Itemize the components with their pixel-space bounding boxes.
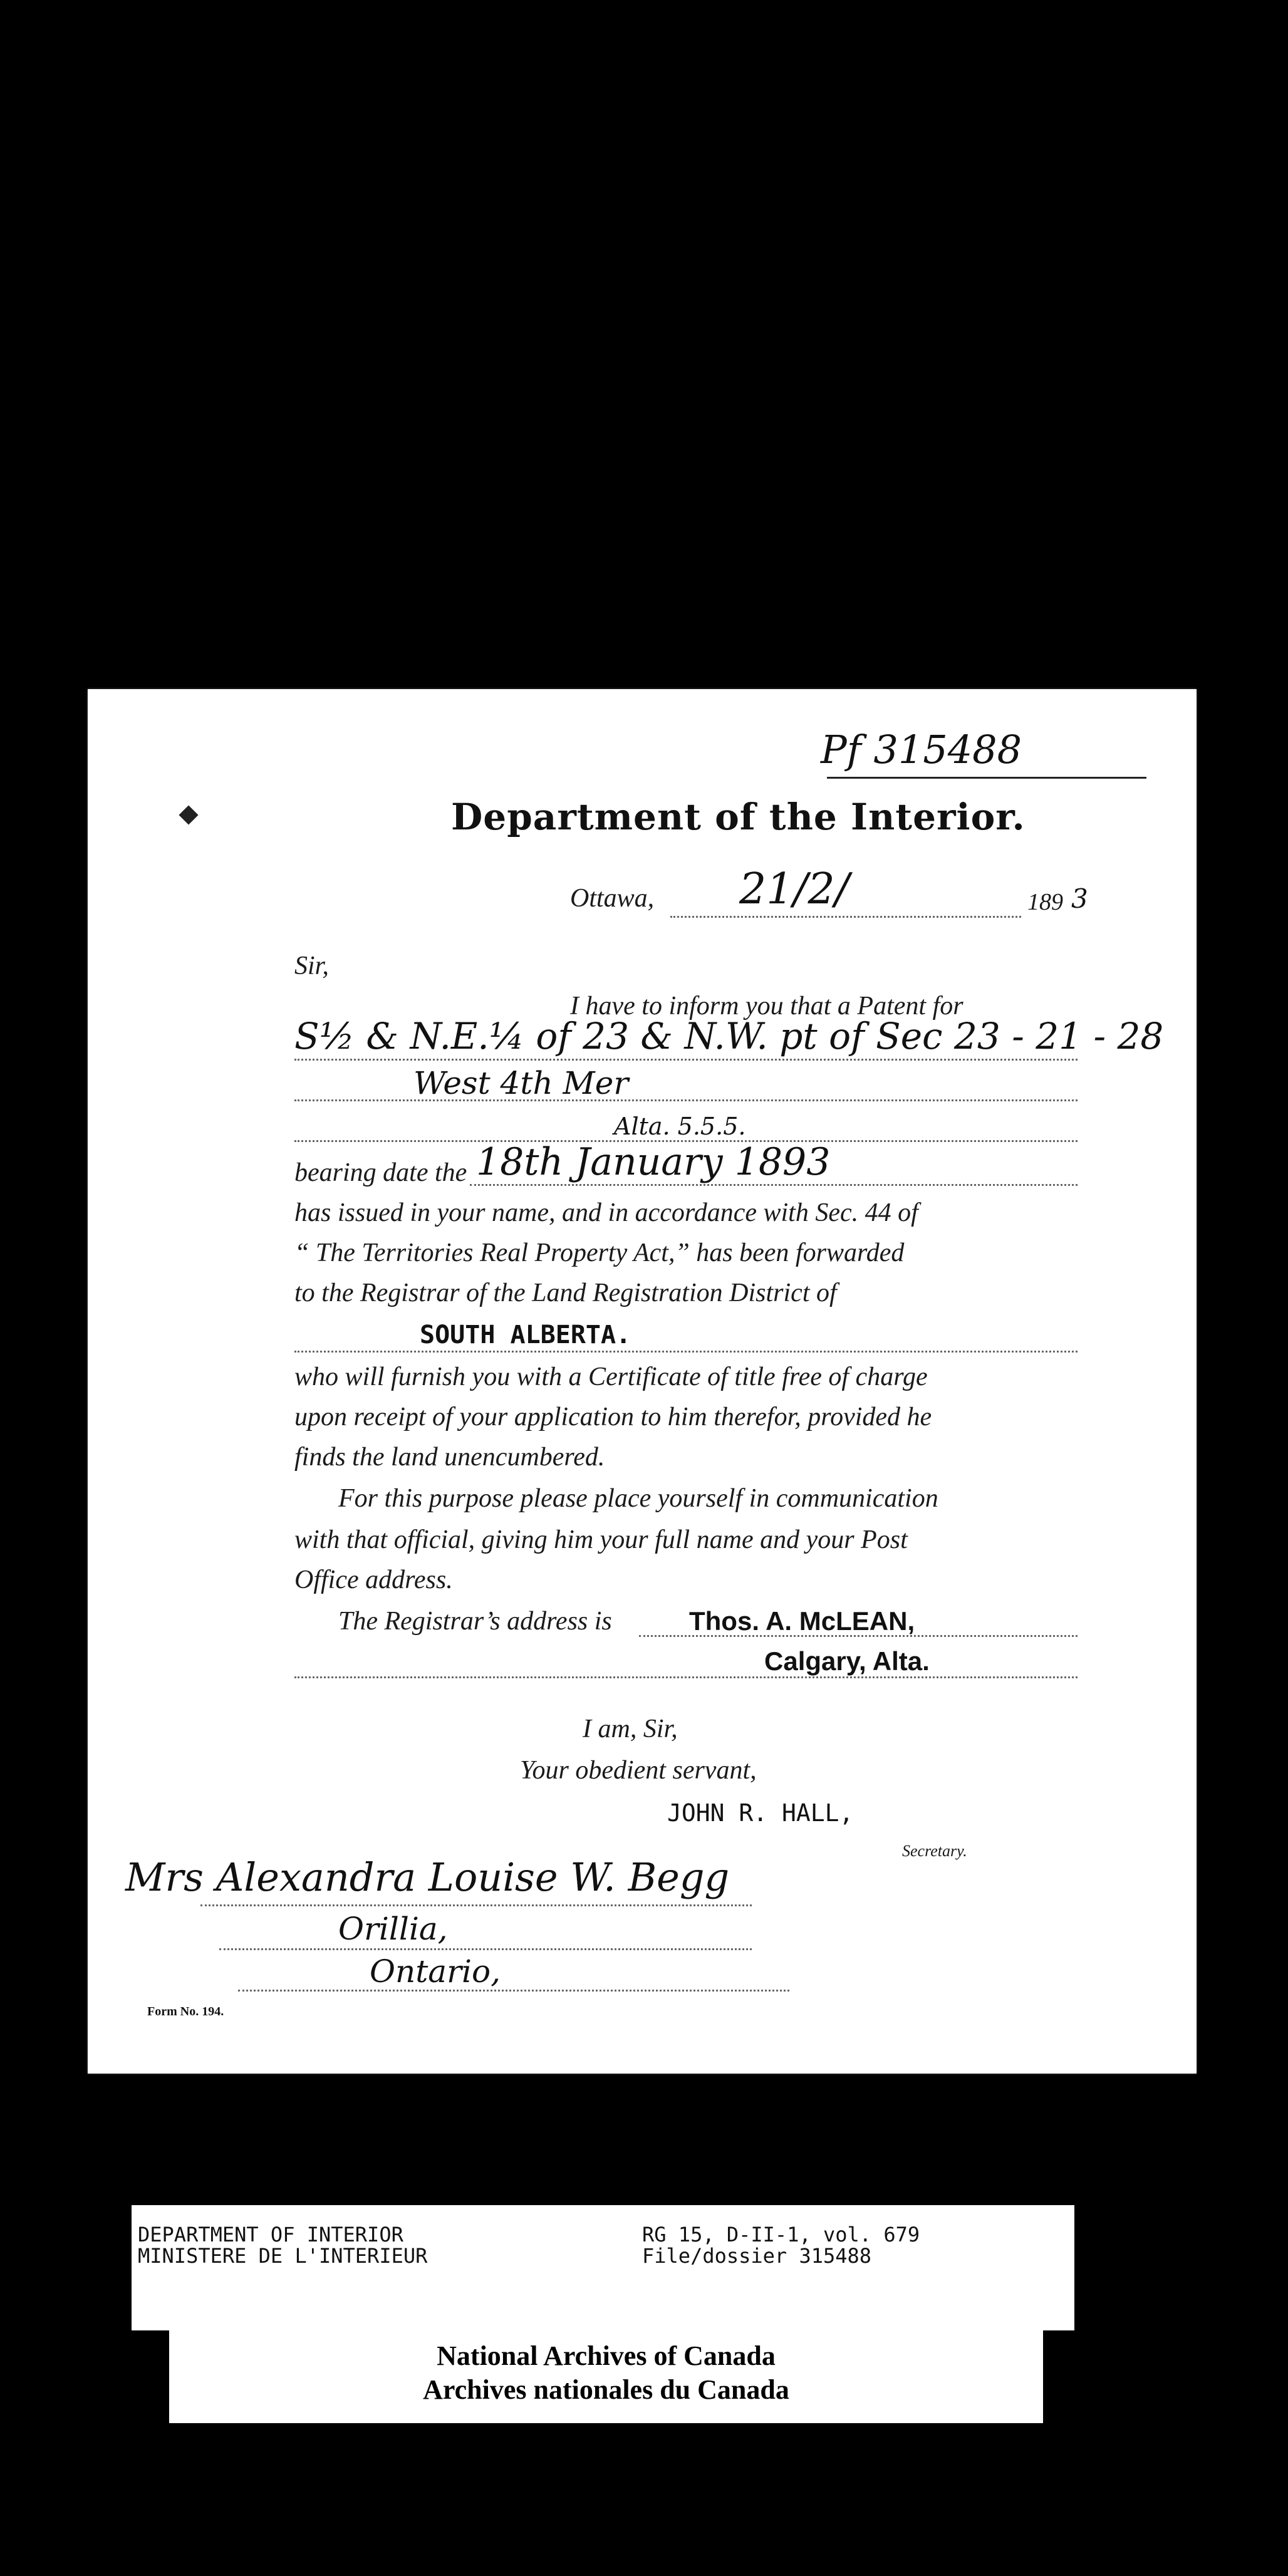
addressee-province: Ontario, bbox=[370, 1953, 501, 1990]
registrar-dotline-2 bbox=[294, 1676, 1078, 1678]
document-sheet bbox=[88, 689, 1197, 2074]
addressee-dotline-3 bbox=[238, 1990, 789, 1992]
land-description-line3: Alta. 5.5.5. bbox=[614, 1113, 746, 1140]
body-line7: For this purpose please place yourself in communication bbox=[338, 1484, 938, 1513]
body-line5: upon receipt of your application to him therefor, provided he bbox=[294, 1403, 932, 1431]
closing-line1: I am, Sir, bbox=[583, 1715, 678, 1743]
file-dossier-ref: File/dossier 315488 bbox=[642, 2244, 872, 2268]
body-line9: Office address. bbox=[294, 1566, 453, 1594]
form-number: Form No. 194. bbox=[147, 2005, 224, 2018]
archive-name-english: National Archives of Canada bbox=[437, 2340, 776, 2371]
body-line3: to the Registrar of the Land Registration District of bbox=[294, 1279, 837, 1307]
addressee-dotline-2 bbox=[219, 1948, 752, 1950]
registrar-place-stamp: Calgary, Alta. bbox=[764, 1646, 930, 1676]
date-dotline bbox=[670, 916, 1021, 918]
registrar-name-stamp: Thos. A. McLEAN, bbox=[689, 1606, 915, 1636]
ink-mark-icon bbox=[179, 805, 198, 824]
place-label: Ottawa, bbox=[570, 884, 655, 913]
addressee-town: Orillia, bbox=[338, 1911, 448, 1947]
addressee-name: Mrs Alexandra Louise W. Begg bbox=[125, 1854, 730, 1900]
addressee-dotline-1 bbox=[200, 1904, 752, 1906]
file-reference: Pf 315488 bbox=[821, 727, 1022, 772]
bearing-dotline bbox=[470, 1184, 1078, 1186]
file-reference-underline bbox=[827, 777, 1146, 779]
bearing-date-label: bearing date the bbox=[294, 1158, 467, 1187]
signer-title: Secretary. bbox=[902, 1842, 967, 1860]
registrar-label: The Registrar’s address is bbox=[338, 1607, 612, 1636]
closing-line2: Your obedient servant, bbox=[520, 1756, 757, 1785]
archive-name-french: Archives nationales du Canada bbox=[423, 2374, 789, 2405]
bearing-date-value: 18th January 1893 bbox=[476, 1140, 831, 1184]
land-dotline-2 bbox=[294, 1099, 1078, 1101]
archive-reference-strip bbox=[132, 2205, 1074, 2330]
land-description-line1: S½ & N.E.¼ of 23 & N.W. pt of Sec 23 - 21 - 28 bbox=[294, 1015, 1164, 1057]
district-stamp: SOUTH ALBERTA. bbox=[420, 1321, 631, 1349]
signer-name: JOHN R. HALL, bbox=[667, 1799, 854, 1827]
body-line8: with that official, giving him your full name and your Post bbox=[294, 1525, 908, 1554]
land-description-line2: West 4th Mer bbox=[413, 1065, 629, 1101]
salutation: Sir, bbox=[294, 952, 329, 980]
department-french: MINISTERE DE L'INTERIEUR bbox=[138, 2244, 428, 2268]
body-line1: has issued in your name, and in accordance with Sec. 44 of bbox=[294, 1198, 918, 1227]
department-heading: Department of the Interior. bbox=[451, 796, 1026, 838]
year-suffix: 3 bbox=[1071, 883, 1088, 914]
record-group-ref: RG 15, D-II-1, vol. 679 bbox=[642, 2223, 920, 2246]
body-line6: finds the land unencumbered. bbox=[294, 1443, 605, 1472]
intro-text: I have to inform you that a Patent for bbox=[570, 992, 963, 1021]
archive-name-label bbox=[169, 2323, 1043, 2423]
land-dotline-1 bbox=[294, 1059, 1078, 1061]
department-english: DEPARTMENT OF INTERIOR bbox=[138, 2223, 403, 2246]
handwritten-date: 21/2/ bbox=[739, 865, 849, 914]
district-dotline bbox=[294, 1351, 1078, 1353]
body-line2: “ The Territories Real Property Act,” has been forwarded bbox=[294, 1239, 905, 1267]
year-prefix: 189 bbox=[1027, 889, 1063, 915]
body-line4: who will furnish you with a Certificate of title free of charge bbox=[294, 1363, 928, 1391]
